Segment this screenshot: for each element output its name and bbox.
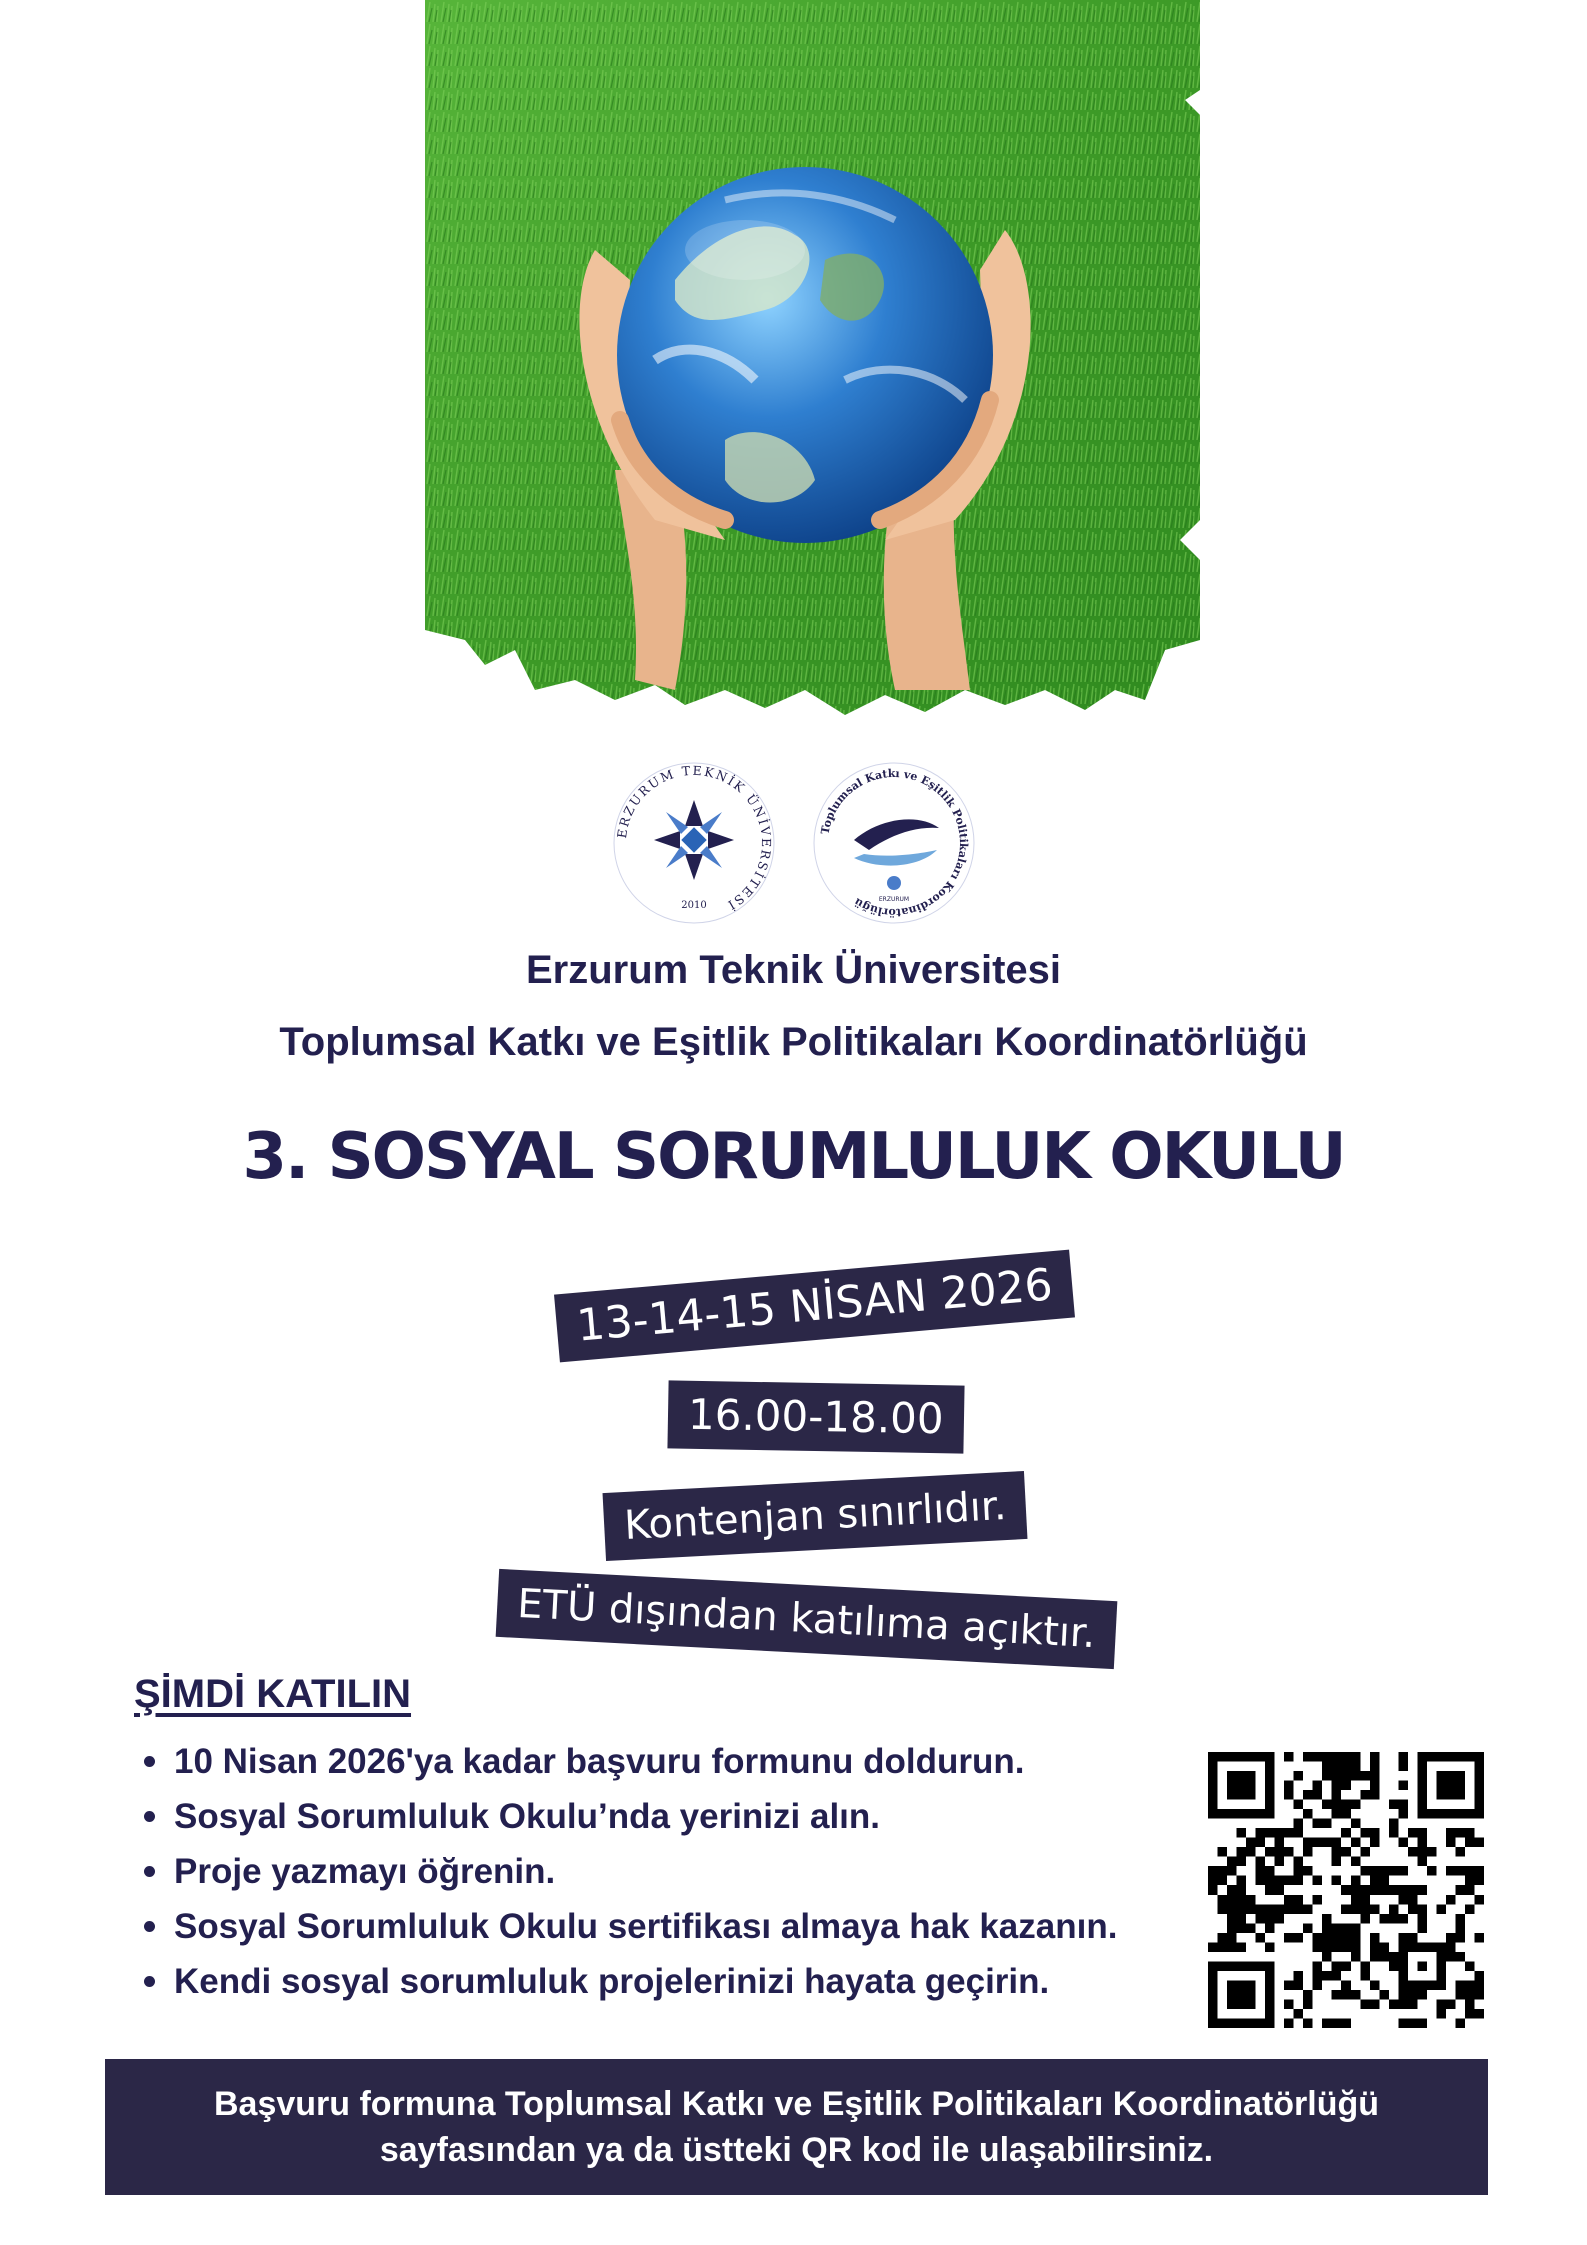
svg-text:ERZURUM: ERZURUM (878, 896, 909, 903)
footer-line-2: sayfasından ya da üstteki QR kod ile ulaşabilirsiniz. (379, 2131, 1214, 2169)
list-item: Kendi sosyal sorumluluk projelerinizi hayata geçirin. (138, 1954, 1117, 2009)
bullet-icon (144, 1811, 155, 1822)
logos-row (0, 758, 1587, 928)
footer-banner (105, 2059, 1488, 2195)
bullet-icon (144, 1756, 155, 1767)
quota-note-tag: Kontenjan sınırlıdır. (603, 1471, 1028, 1561)
institution-name: Erzurum Teknik Üniversitesi (526, 948, 1061, 992)
institution-unit: Toplumsal Katkı ve Eşitlik Politikaları Koordinatörlüğü (279, 1020, 1308, 1064)
event-title: 3. SOSYAL SORUMLULUK OKULU (242, 1120, 1345, 1194)
open-note-tag: ETÜ dışından katılıma açıktır. (496, 1569, 1117, 1669)
event-time-tag: 16.00-18.00 (667, 1380, 964, 1453)
bullet-icon (144, 1976, 155, 1987)
join-heading: ŞİMDİ KATILIN (134, 1672, 412, 1716)
list-item: 10 Nisan 2026'ya kadar başvuru formunu doldurun. (138, 1734, 1117, 1789)
footer-line-1: Başvuru formuna Toplumsal Katkı ve Eşitlik Politikaları Koordinatörlüğü (213, 2085, 1380, 2123)
coordination-logo (809, 758, 979, 928)
qr-code-icon[interactable] (1208, 1752, 1484, 2028)
event-date-tag: 13-14-15 NİSAN 2026 (554, 1250, 1075, 1363)
svg-text:ERZURUM TEKNİK ÜNİVERSİTESİ: ERZURUM TEKNİK ÜNİVERSİTESİ (613, 762, 774, 914)
bullet-icon (144, 1866, 155, 1877)
join-list (138, 1734, 1117, 2009)
hero-image (425, 0, 1200, 730)
etu-logo (609, 758, 779, 928)
list-item: Sosyal Sorumluluk Okulu sertifikası almaya hak kazanın. (138, 1899, 1117, 1954)
svg-text:Toplumsal Katkı ve Eşitlik Pol: Toplumsal Katkı ve Eşitlik Politikaları Koordinatörlüğü (818, 766, 970, 920)
list-item: Proje yazmayı öğrenin. (138, 1844, 1117, 1899)
list-item: Sosyal Sorumluluk Okulu’nda yerinizi alın. (138, 1789, 1117, 1844)
svg-text:2010: 2010 (680, 900, 707, 911)
earth-in-hands-image (425, 0, 1200, 730)
bullet-icon (144, 1921, 155, 1932)
